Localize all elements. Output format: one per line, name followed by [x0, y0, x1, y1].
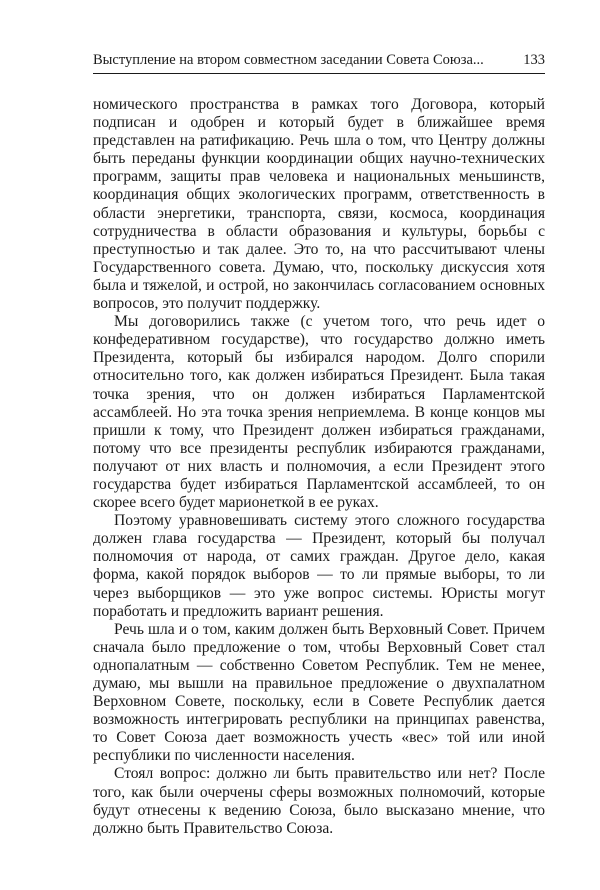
paragraph: Стоял вопрос: должно ли быть правительство или нет? После того, как были очерчены сферы возможных полномочий, которые будут отнесены к ведению Союза, было высказано мнение, что должно быть Правительство Союза. [93, 765, 545, 837]
page-number: 133 [523, 52, 545, 68]
body-text [93, 96, 545, 838]
paragraph: Мы договорились также (с учетом того, что речь идет о конфедеративном государстве), что государство должно иметь Президента, который бы избирался народом. Долго спорили относительно того, как должен избираться Президент. Была такая точка зрения, что он должен избираться Парламентской ассамблеей. Но эта точка зрения неприемлема. В конце концов мы пришли к тому, что Президент должен избираться гражданами, потому что все президенты республик избираются гражданами, получают от них власть и полномочия, а если Президент этого государства будет избираться Парламентской ассамблеей, то он скорее всего будет марионеткой в ее руках. [93, 313, 545, 512]
paragraph: Речь шла и о том, каким должен быть Верховный Совет. Причем сначала было предложение о том, чтобы Верховный Совет стал однопалатным — собственно Советом Республик. Тем не менее, думаю, мы вышли на правильное предложение о двухпалатном Верховном Совете, поскольку, если в Совете Республик дается возможность интегрировать республики на принципах равенства, то Совет Союза дает возможность учесть «вес» той или иной республики по численности населения. [93, 620, 545, 765]
paragraph-continued: номического пространства в рамках того Договора, который подписан и одобрен и который будет в ближайшее время представлен на ратификацию. Речь шла о том, что Центру должны быть переданы функции координации общих научно-технических программ, защиты прав человека и национальных меньшинств, координация общих экологических программ, ответственность в области энергетики, транспорта, связи, космоса, координация сотрудничества в области образования и культуры, борьбы с преступностью и так далее. Это то, на что рассчитывают члены Государственного совета. Думаю, что, поскольку дискуссия хотя была и тяжелой, и острой, но закончилась согласованием основных вопросов, это получит поддержку. [93, 96, 545, 313]
running-title: Выступление на втором совместном заседании Совета Союза... [93, 52, 484, 68]
header-rule [93, 73, 545, 74]
paragraph: Поэтому уравновешивать систему этого сложного государства должен глава государства — Президент, который бы получал полномочия от народа, от самих граждан. Другое дело, какая форма, какой порядок выборов — то ли прямые выборы, то ли через выборщиков — это уже вопрос системы. Юристы могут поработать и предложить вариант решения. [93, 512, 545, 620]
running-head [93, 50, 545, 70]
